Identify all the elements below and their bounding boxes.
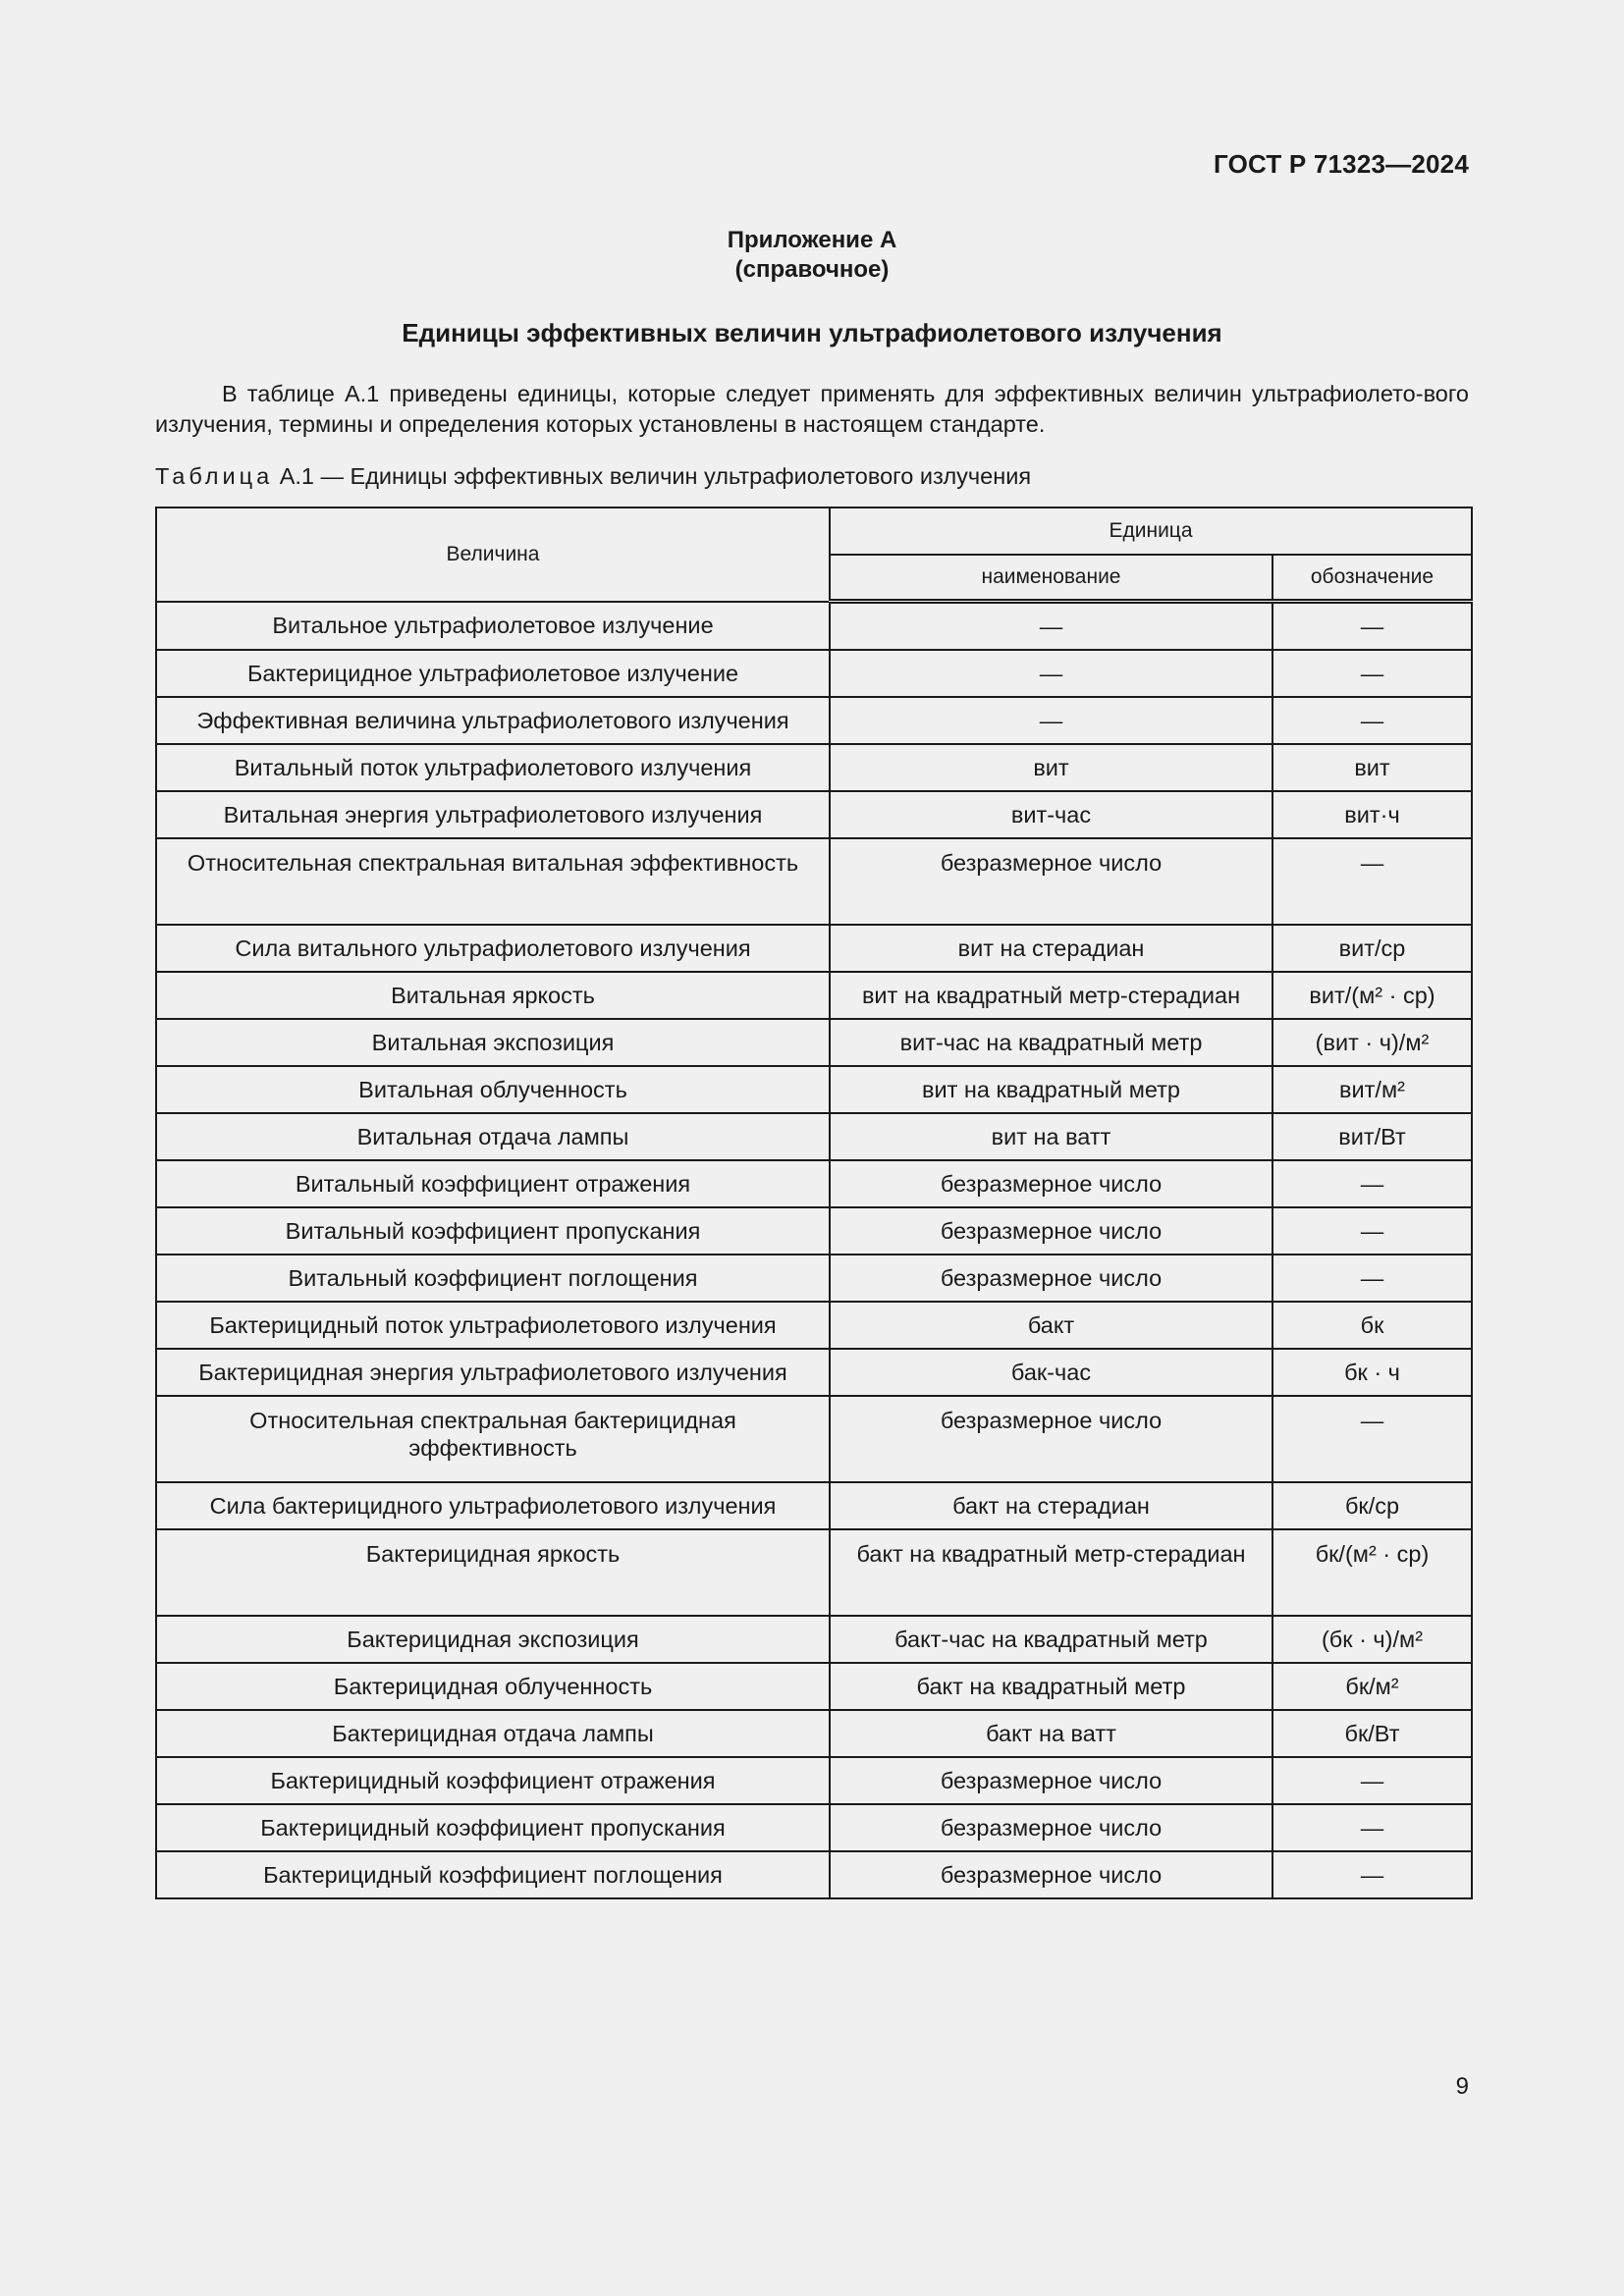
- unit-name-cell: безразмерное число: [830, 1255, 1272, 1302]
- unit-name-cell: бакт на квадратный метр-стерадиан: [830, 1529, 1272, 1616]
- unit-name-cell: безразмерное число: [830, 1396, 1272, 1482]
- header-unit: Единица: [830, 507, 1472, 555]
- unit-name-cell: бакт-час на квадратный метр: [830, 1616, 1272, 1663]
- unit-name-cell: вит-час: [830, 791, 1272, 838]
- table-row: [156, 1066, 1472, 1113]
- quantity-cell: Витальная энергия ультрафиолетового излучения: [156, 791, 830, 838]
- table-row: [156, 925, 1472, 972]
- quantity-cell: Эффективная величина ультрафиолетового излучения: [156, 697, 830, 744]
- unit-symbol-cell: —: [1272, 650, 1472, 697]
- header-unit-name: наименование: [830, 555, 1272, 602]
- unit-name-cell: бакт на ватт: [830, 1710, 1272, 1757]
- quantity-cell: Витальная яркость: [156, 972, 830, 1019]
- unit-symbol-cell: бк · ч: [1272, 1349, 1472, 1396]
- section-title: Единицы эффективных величин ультрафиолетового излучения: [402, 318, 1222, 347]
- quantity-cell: Витальная экспозиция: [156, 1019, 830, 1066]
- unit-symbol-cell: (вит · ч)/м²: [1272, 1019, 1472, 1066]
- unit-name-cell: безразмерное число: [830, 1160, 1272, 1207]
- unit-name-cell: безразмерное число: [830, 1757, 1272, 1804]
- unit-name-cell: бакт на стерадиан: [830, 1482, 1272, 1529]
- unit-name-cell: бак-час: [830, 1349, 1272, 1396]
- quantity-cell: Относительная спектральная витальная эффективность: [156, 838, 830, 925]
- quantity-cell: Витальное ультрафиолетовое излучение: [156, 602, 830, 651]
- unit-symbol-cell: —: [1272, 1160, 1472, 1207]
- table-row: [156, 1207, 1472, 1255]
- table-row: [156, 1019, 1472, 1066]
- quantity-cell: Витальный коэффициент отражения: [156, 1160, 830, 1207]
- table-caption-label: Таблица: [155, 463, 274, 489]
- table-row: [156, 1302, 1472, 1349]
- quantity-cell: Витальная облученность: [156, 1066, 830, 1113]
- table-row: [156, 650, 1472, 697]
- quantity-cell: Бактерицидный коэффициент пропускания: [156, 1804, 830, 1851]
- table-row: [156, 1851, 1472, 1898]
- unit-symbol-cell: бк/м²: [1272, 1663, 1472, 1710]
- unit-name-cell: вит: [830, 744, 1272, 791]
- annex-kind: (справочное): [734, 256, 890, 283]
- quantity-cell: Бактерицидный поток ультрафиолетового излучения: [156, 1302, 830, 1349]
- table-row: [156, 744, 1472, 791]
- unit-symbol-cell: —: [1272, 1851, 1472, 1898]
- unit-symbol-cell: —: [1272, 697, 1472, 744]
- quantity-cell: Бактерицидная облученность: [156, 1663, 830, 1710]
- unit-symbol-cell: бк/ср: [1272, 1482, 1472, 1529]
- quantity-cell: Бактерицидное ультрафиолетовое излучение: [156, 650, 830, 697]
- table-row: [156, 1160, 1472, 1207]
- header-unit-symbol: обозначение: [1272, 555, 1472, 602]
- unit-name-cell: безразмерное число: [830, 1851, 1272, 1898]
- unit-symbol-cell: —: [1272, 838, 1472, 925]
- unit-symbol-cell: бк/(м² · ср): [1272, 1529, 1472, 1616]
- unit-name-cell: вит на стерадиан: [830, 925, 1272, 972]
- unit-symbol-cell: вит/ср: [1272, 925, 1472, 972]
- table-row: [156, 1349, 1472, 1396]
- quantity-cell: Витальный коэффициент пропускания: [156, 1207, 830, 1255]
- unit-symbol-cell: —: [1272, 1804, 1472, 1851]
- unit-name-cell: вит-час на квадратный метр: [830, 1019, 1272, 1066]
- quantity-cell: Бактерицидная экспозиция: [156, 1616, 830, 1663]
- unit-name-cell: вит на квадратный метр-стерадиан: [830, 972, 1272, 1019]
- quantity-cell: Бактерицидный коэффициент поглощения: [156, 1851, 830, 1898]
- unit-name-cell: вит на ватт: [830, 1113, 1272, 1160]
- table-row: [156, 1529, 1472, 1616]
- unit-symbol-cell: —: [1272, 1396, 1472, 1482]
- quantity-cell: Бактерицидная энергия ультрафиолетового излучения: [156, 1349, 830, 1396]
- table-row: [156, 1616, 1472, 1663]
- table-body: [156, 602, 1472, 1899]
- unit-name-cell: безразмерное число: [830, 838, 1272, 925]
- unit-symbol-cell: —: [1272, 602, 1472, 651]
- table-row: [156, 791, 1472, 838]
- annex-heading: [0, 226, 1624, 285]
- unit-name-cell: вит на квадратный метр: [830, 1066, 1272, 1113]
- table-row: [156, 602, 1472, 651]
- table-row: [156, 697, 1472, 744]
- table-row: [156, 1757, 1472, 1804]
- unit-symbol-cell: бк: [1272, 1302, 1472, 1349]
- quantity-cell: Витальный коэффициент поглощения: [156, 1255, 830, 1302]
- table-row: [156, 1804, 1472, 1851]
- unit-symbol-cell: (бк · ч)/м²: [1272, 1616, 1472, 1663]
- unit-symbol-cell: вит/м²: [1272, 1066, 1472, 1113]
- table-row: [156, 1482, 1472, 1529]
- table-row: [156, 1255, 1472, 1302]
- table-row: [156, 1113, 1472, 1160]
- unit-name-cell: —: [830, 602, 1272, 651]
- table-row: [156, 1710, 1472, 1757]
- unit-symbol-cell: вит/Вт: [1272, 1113, 1472, 1160]
- unit-name-cell: —: [830, 697, 1272, 744]
- table-row: [156, 1396, 1472, 1482]
- unit-symbol-cell: вит·ч: [1272, 791, 1472, 838]
- quantity-cell: Бактерицидный коэффициент отражения: [156, 1757, 830, 1804]
- annex-title: Приложение А: [727, 227, 897, 253]
- units-table: [155, 507, 1473, 1899]
- header-quantity: Величина: [156, 507, 830, 602]
- unit-name-cell: бакт на квадратный метр: [830, 1663, 1272, 1710]
- quantity-cell: Сила витального ультрафиолетового излучения: [156, 925, 830, 972]
- unit-symbol-cell: —: [1272, 1255, 1472, 1302]
- table-caption-text: А.1 — Единицы эффективных величин ультрафиолетового излучения: [279, 463, 1032, 489]
- unit-symbol-cell: бк/Вт: [1272, 1710, 1472, 1757]
- quantity-cell: Сила бактерицидного ультрафиолетового излучения: [156, 1482, 830, 1529]
- unit-symbol-cell: —: [1272, 1207, 1472, 1255]
- unit-name-cell: бакт: [830, 1302, 1272, 1349]
- quantity-cell: Относительная спектральная бактерицидная эффективность: [156, 1396, 830, 1482]
- quantity-cell: Бактерицидная отдача лампы: [156, 1710, 830, 1757]
- quantity-cell: Витальная отдача лампы: [156, 1113, 830, 1160]
- intro-paragraph: В таблице А.1 приведены единицы, которые следует применять для эффективных величин ультрафиолето-вого излучения, термины и определения которых установлены в настоящем стандарте.: [155, 381, 1469, 437]
- quantity-cell: Витальный поток ультрафиолетового излучения: [156, 744, 830, 791]
- table-row: [156, 972, 1472, 1019]
- unit-name-cell: безразмерное число: [830, 1207, 1272, 1255]
- table-row: [156, 1663, 1472, 1710]
- table-row: [156, 838, 1472, 925]
- page-number: 9: [1455, 2073, 1469, 2100]
- quantity-cell: Бактерицидная яркость: [156, 1529, 830, 1616]
- table-caption: [155, 463, 1031, 490]
- unit-name-cell: —: [830, 650, 1272, 697]
- standard-code: ГОСТ Р 71323—2024: [1214, 149, 1469, 179]
- unit-symbol-cell: вит/(м² · ср): [1272, 972, 1472, 1019]
- unit-name-cell: безразмерное число: [830, 1804, 1272, 1851]
- unit-symbol-cell: вит: [1272, 744, 1472, 791]
- unit-symbol-cell: —: [1272, 1757, 1472, 1804]
